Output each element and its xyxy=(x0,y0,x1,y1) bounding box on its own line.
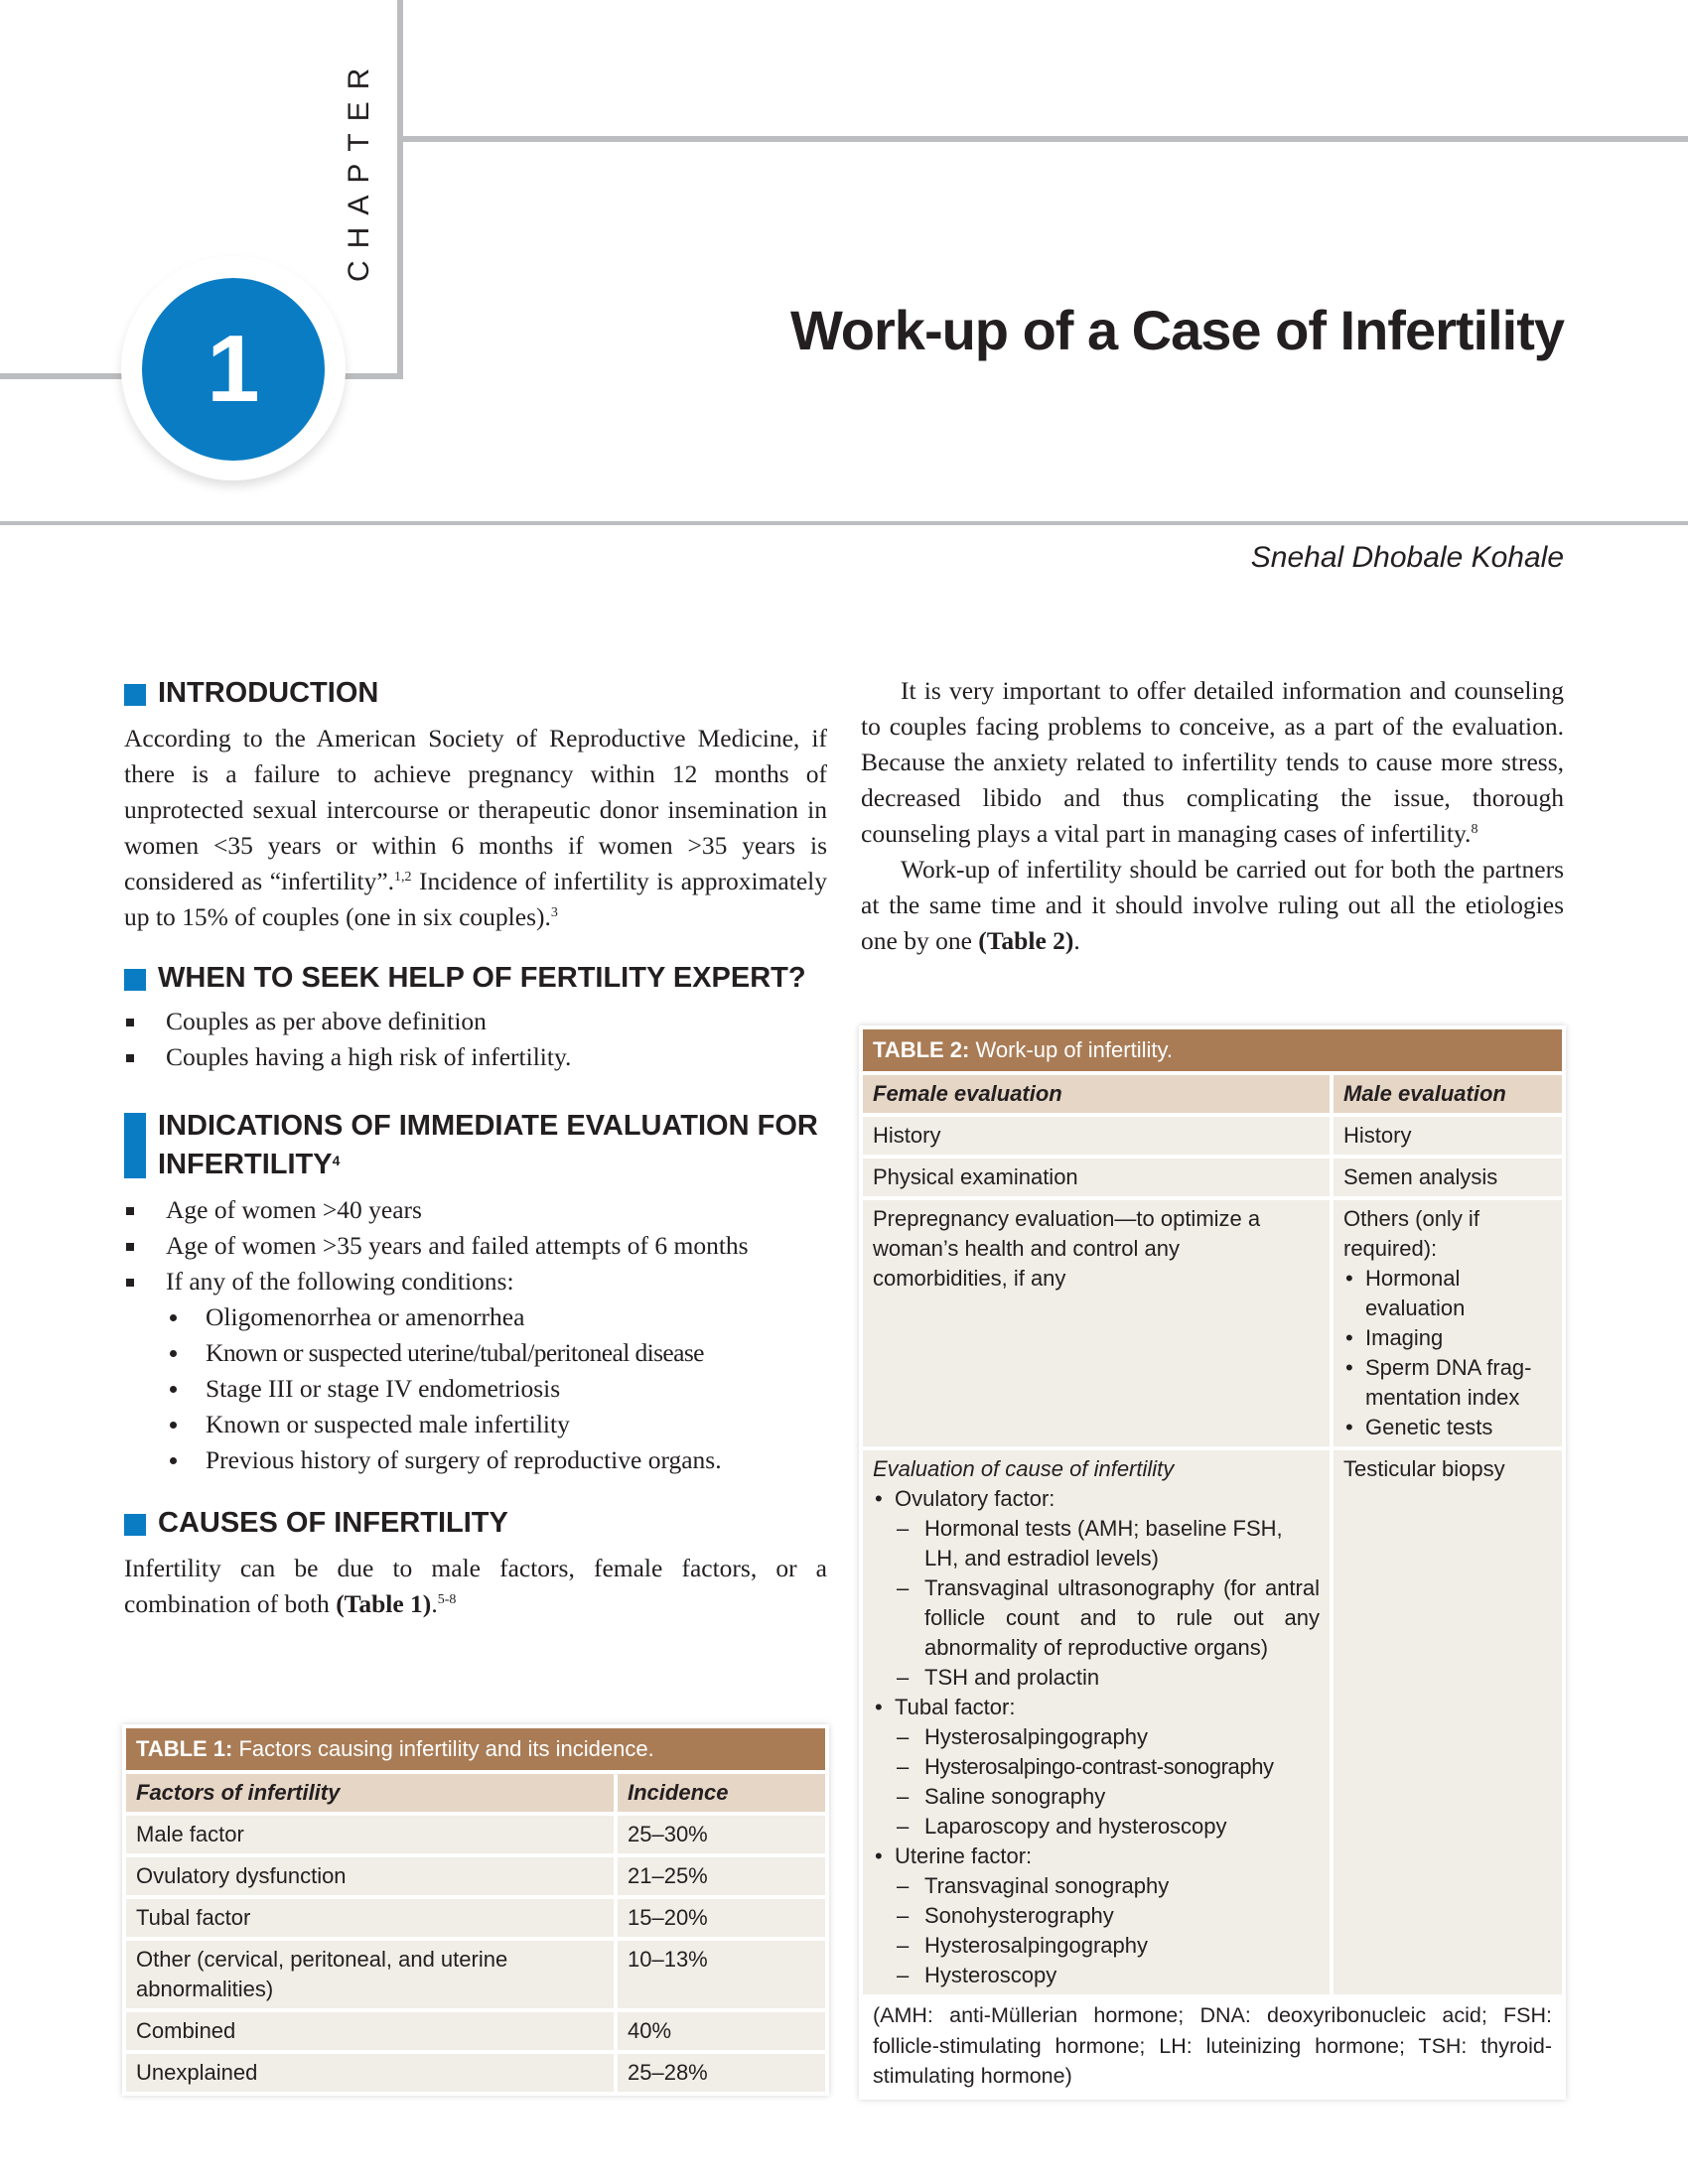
table-header-row xyxy=(863,1075,1562,1113)
frame-top-line xyxy=(397,136,1688,142)
heading-indications xyxy=(124,1107,827,1184)
table-2 xyxy=(859,1025,1566,2100)
heading-causes xyxy=(124,1504,827,1543)
list-subitem: Stage III or stage IV endometriosis xyxy=(124,1371,827,1407)
list-subitem: – Transvaginal ultrasonography (for antral follicle count and to rule out any abnormality of reproductive organs) xyxy=(873,1573,1320,1663)
table-row xyxy=(126,1857,825,1895)
right-column xyxy=(861,673,1564,959)
list-subitem: – Hysterosalpingography xyxy=(873,1931,1320,1961)
heading-seek-help xyxy=(124,959,827,998)
cell-male xyxy=(1334,1200,1562,1446)
list-item: • Hormonal evaluation xyxy=(1343,1264,1552,1323)
heading-text: INDICATIONS OF IMMEDIATE EVALUATION FOR INFERTILITY xyxy=(158,1110,818,1180)
column-header: Male evaluation xyxy=(1334,1075,1562,1113)
cell-factor: Unexplained xyxy=(126,2054,614,2092)
list-subitem: – Hysterosalpingo-contrast-sonography xyxy=(873,1752,1320,1782)
heading-marker-icon xyxy=(124,1514,146,1536)
cell-factor: Tubal factor xyxy=(126,1899,614,1937)
cell-male: Semen analysis xyxy=(1334,1159,1562,1196)
table-row xyxy=(863,1450,1562,1994)
list-subitem: Previous history of surgery of reproductive organs. xyxy=(124,1442,827,1478)
author-name: Snehal Dhobale Kohale xyxy=(1250,541,1564,574)
table-caption xyxy=(126,1728,825,1770)
indications-list xyxy=(124,1192,827,1478)
list-subitem: – Hysteroscopy xyxy=(873,1961,1320,1990)
punctuation: . xyxy=(1073,926,1080,955)
cell-incidence: 25–28% xyxy=(618,2054,825,2092)
list-subitem: Oligomenorrhea or amenorrhea xyxy=(124,1299,827,1335)
cell-female xyxy=(863,1450,1330,1994)
heading-text: WHEN TO SEEK HELP OF FERTILITY EXPERT? xyxy=(158,962,806,994)
heading-introduction xyxy=(124,674,827,713)
cell-factor: Male factor xyxy=(126,1816,614,1853)
cell-incidence: 40% xyxy=(618,2012,825,2050)
citation: 1,2 xyxy=(394,870,412,885)
cell-male: History xyxy=(1334,1117,1562,1155)
causes-text: Infertility can be due to male factors, female factors, or a combination of both xyxy=(124,1554,827,1618)
table-reference-link[interactable]: (Table 1) xyxy=(336,1589,432,1618)
cell-factor: Ovulatory dysfunction xyxy=(126,1857,614,1895)
cell-incidence: 25–30% xyxy=(618,1816,825,1853)
table-row xyxy=(863,1200,1562,1446)
list-subitem: – Transvaginal sonography xyxy=(873,1871,1320,1901)
title-divider xyxy=(0,521,1688,525)
table-1 xyxy=(122,1724,829,2096)
list-subitem: – TSH and prolactin xyxy=(873,1663,1320,1693)
list-item: Age of women >35 years and failed attempts of 6 months xyxy=(124,1228,827,1264)
chapter-number-badge: 1 xyxy=(142,278,325,461)
list-item: If any of the following conditions: xyxy=(124,1264,827,1299)
list-subitem: – Sonohysterography xyxy=(873,1901,1320,1931)
column-header: Female evaluation xyxy=(863,1075,1330,1113)
heading-marker-icon xyxy=(124,1113,146,1178)
paragraph-text: It is very important to offer detailed information and counseling to couples facing problems to conceive, as a part of the evaluation. Because the anxiety related to infertility tends to cause more stress, decreased libido and thus complicating the issue, thorough counseling plays a vital part in managing cases of infertility. xyxy=(861,676,1564,848)
citation: 8 xyxy=(1471,822,1478,837)
table-row xyxy=(126,1899,825,1937)
cell-incidence: 10–13% xyxy=(618,1941,825,2008)
heading-text: CAUSES OF INFERTILITY xyxy=(158,1507,508,1539)
list-item: Age of women >40 years xyxy=(124,1192,827,1228)
heading-text: INTRODUCTION xyxy=(158,677,379,709)
citation: 5-8 xyxy=(437,1592,457,1607)
table-footnote: (AMH: anti-Müllerian hormone; DNA: deoxyribonucleic acid; FSH: follicle-stimulating hormone; LH: luteinizing hormone; TSH: thyroid-stimulating hormone) xyxy=(873,2003,1552,2088)
list-item: • Uterine factor: xyxy=(873,1842,1320,1871)
heading-marker-icon xyxy=(124,969,146,991)
intro-paragraph xyxy=(124,721,827,935)
list-subitem: – Hormonal tests (AMH; baseline FSH, LH, and estradiol levels) xyxy=(873,1514,1320,1573)
cell-factor: Combined xyxy=(126,2012,614,2050)
column-header: Factors of infertility xyxy=(126,1774,614,1812)
list-item: Couples having a high risk of infertility. xyxy=(124,1039,827,1075)
intro-text-b: Incidence of infertility is approximately up to 15% of couples (one in six couples). xyxy=(124,867,827,931)
cell-female: Prepregnancy evaluation—to optimize a woman’s health and control any comorbidities, if any xyxy=(863,1200,1330,1446)
workup-paragraph xyxy=(861,852,1564,959)
citation: 3 xyxy=(550,905,558,920)
chapter-label: CHAPTER xyxy=(343,56,375,282)
others-label: Others (only if required): xyxy=(1343,1206,1479,1261)
heading-marker-icon xyxy=(124,684,146,706)
table-row xyxy=(863,1117,1562,1155)
table-row xyxy=(863,1159,1562,1196)
cell-incidence: 15–20% xyxy=(618,1899,825,1937)
list-item: • Tubal factor: xyxy=(873,1693,1320,1722)
list-subitem: Known or suspected uterine/tubal/peritoneal disease xyxy=(124,1335,827,1371)
table-caption xyxy=(863,1029,1562,1071)
table-row xyxy=(126,2054,825,2092)
frame-vertical-line xyxy=(397,0,403,379)
list-item: • Ovulatory factor: xyxy=(873,1484,1320,1514)
table-caption-text: Factors causing infertility and its incidence. xyxy=(232,1736,654,1761)
section-title: Evaluation of cause of infertility xyxy=(873,1456,1175,1481)
left-column xyxy=(124,674,827,1622)
cell-male: Testicular biopsy xyxy=(1334,1450,1562,1994)
seek-help-list xyxy=(124,1004,827,1075)
punctuation: . xyxy=(431,1589,438,1618)
cell-incidence: 21–25% xyxy=(618,1857,825,1895)
paragraph-text: Work-up of infertility should be carried out for both the partners at the same time and it should involve ruling out all the etiologies one by one xyxy=(861,855,1564,955)
table-label: TABLE 1: xyxy=(136,1736,233,1761)
cell-factor: Other (cervical, peritoneal, and uterine abnormalities) xyxy=(126,1941,614,2008)
table-label: TABLE 2: xyxy=(873,1037,970,1062)
table-row xyxy=(126,1816,825,1853)
table-row xyxy=(126,2012,825,2050)
table-row xyxy=(126,1941,825,2008)
intro-text-a: According to the American Society of Reproductive Medicine, if there is a failure to achieve pregnancy within 12 months of unprotected sexual intercourse or therapeutic donor insemination in women <35 years or within 6 months if women >35 years is considered as “infertility”. xyxy=(124,724,827,895)
table-caption-text: Work-up of infertility. xyxy=(969,1037,1173,1062)
counseling-paragraph xyxy=(861,673,1564,852)
cell-female: History xyxy=(863,1117,1330,1155)
list-item: • Imaging xyxy=(1343,1323,1552,1353)
list-item: Couples as per above definition xyxy=(124,1004,827,1039)
chapter-title: Work-up of a Case of Infertility xyxy=(789,299,1564,361)
list-subitem: – Laparoscopy and hysteroscopy xyxy=(873,1812,1320,1842)
list-item: • Sperm DNA frag-mentation index xyxy=(1343,1353,1552,1413)
column-header: Incidence xyxy=(618,1774,825,1812)
table-reference-link[interactable]: (Table 2) xyxy=(978,926,1074,955)
citation: 4 xyxy=(332,1153,341,1168)
list-subitem: – Hysterosalpingography xyxy=(873,1722,1320,1752)
list-subitem: Known or suspected male infertility xyxy=(124,1407,827,1442)
table-header-row xyxy=(126,1774,825,1812)
list-subitem: – Saline sonography xyxy=(873,1782,1320,1812)
causes-paragraph xyxy=(124,1551,827,1622)
cell-female: Physical examination xyxy=(863,1159,1330,1196)
list-item: • Genetic tests xyxy=(1343,1413,1552,1442)
